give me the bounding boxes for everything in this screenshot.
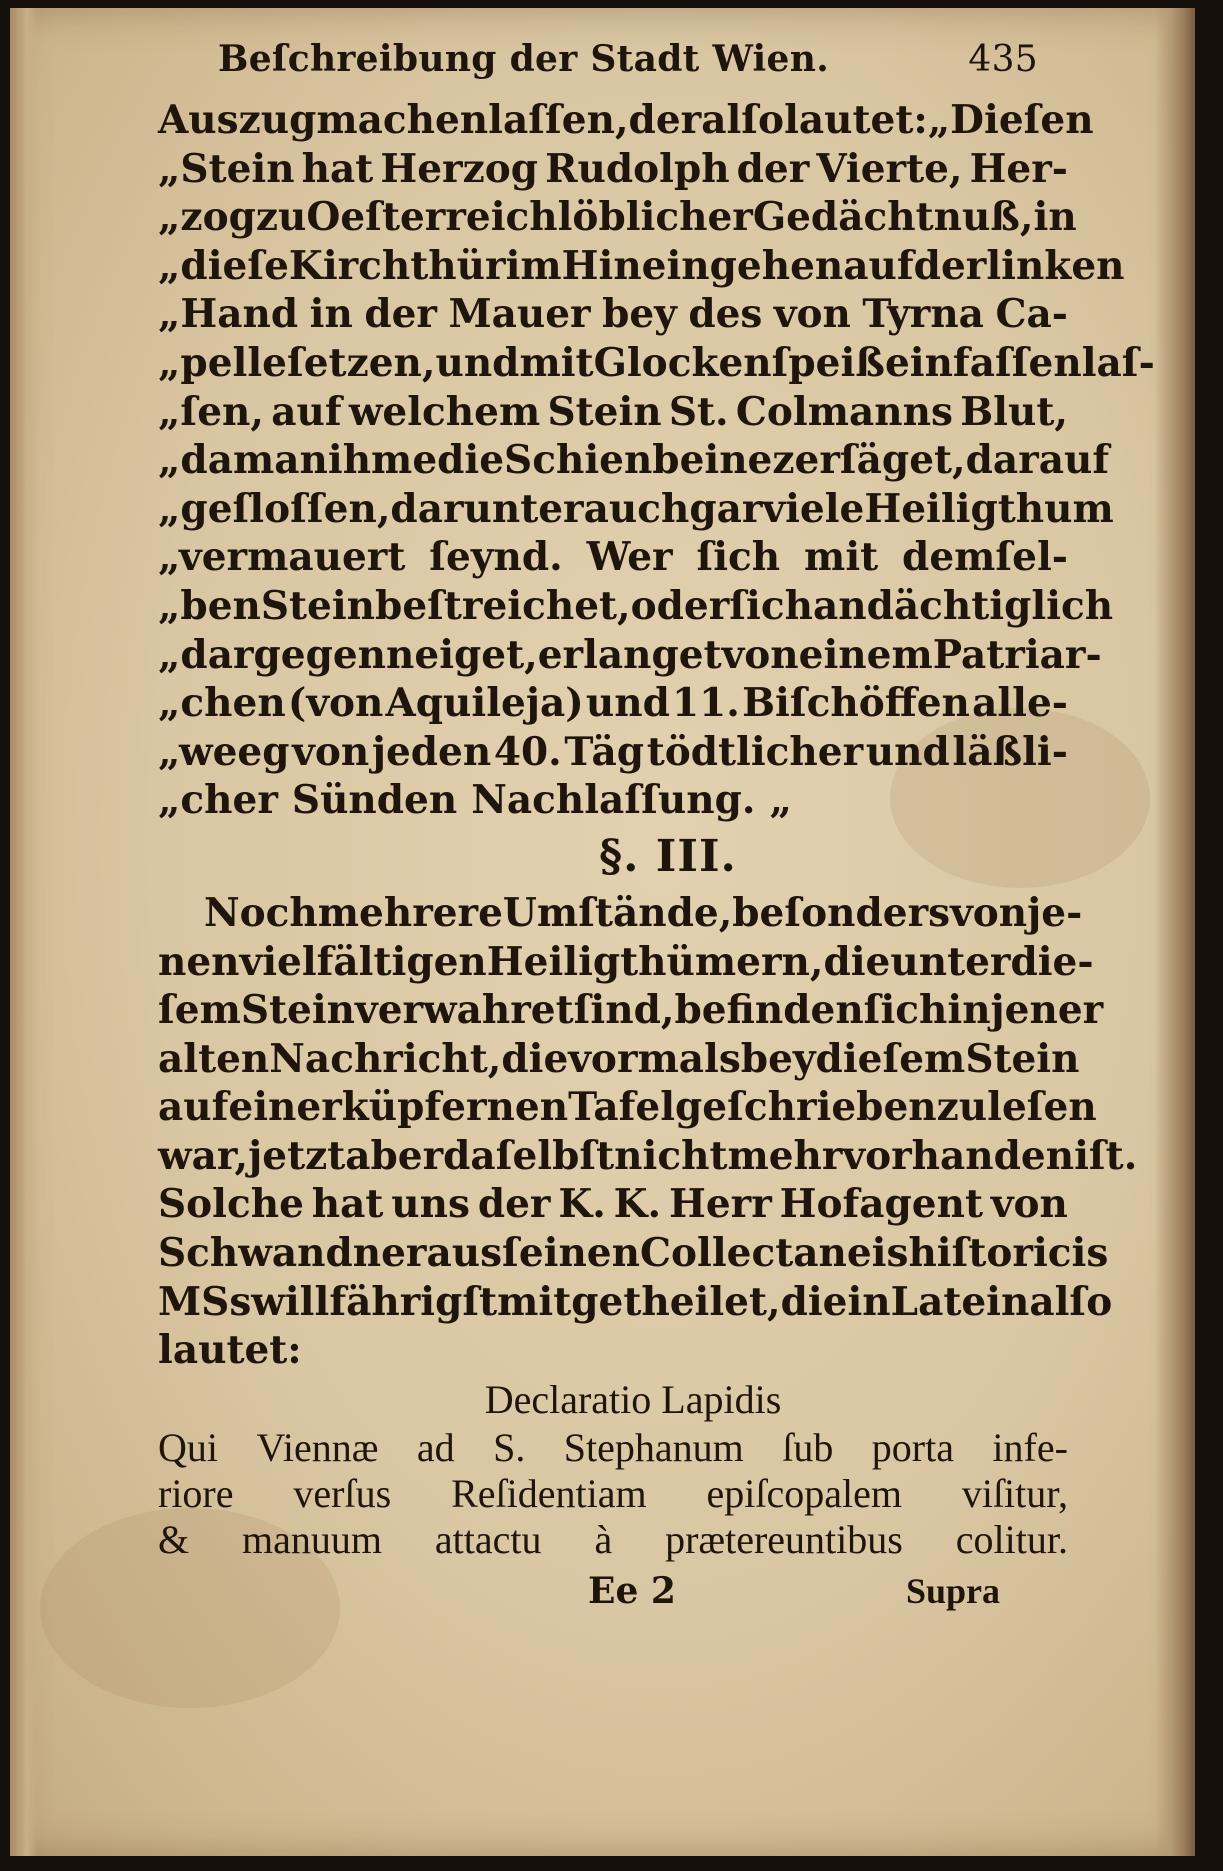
word: Mauer [448,291,591,338]
word: „ben [158,582,261,629]
text-line [158,679,1068,728]
word: in [1033,194,1077,241]
word: die [823,938,891,985]
running-title: Beſchreibung der Stadt Wien. [218,38,830,80]
word: Viennæ [256,1424,379,1470]
word: „da [158,437,233,484]
word: der [477,1181,551,1228]
page-gutter [10,8,38,1856]
word: nen [158,938,240,985]
word: und [435,339,520,386]
page-footer [158,1563,1068,1619]
word: riore [158,1470,234,1516]
word: nicht [614,1132,728,1179]
word: löblicher [557,194,753,241]
text-line [158,1180,1068,1229]
word: Blut, [960,388,1068,435]
word: ſeynd. [429,534,563,581]
word: Kirchthür [288,242,506,289]
word: (von [287,680,384,727]
word: Tafel [568,1084,676,1131]
word: der [628,97,702,143]
word: alſo [701,97,785,143]
text-line [158,145,1068,194]
word: Colmanns [735,388,953,435]
word: neiget, [386,631,538,678]
word: K. [558,1181,606,1228]
text-line [158,1132,1138,1181]
word: Reſidentiam [451,1470,647,1516]
word: Hineingehen [561,242,844,289]
word: „pelle [158,339,287,386]
word: „geſloſſen, [158,485,391,532]
word: S. [493,1424,526,1470]
word: mitgetheilet, [497,1278,781,1325]
word: à [594,1516,613,1562]
word: „chen [158,680,286,727]
word: MSs [158,1278,252,1325]
word: im [505,242,562,289]
word: attactu [434,1516,542,1562]
word: ſind, [573,987,675,1034]
word: auf [843,242,914,289]
text-line [158,242,1125,291]
word: oder [630,582,730,629]
word: manuum [242,1516,383,1562]
word: darauf [965,437,1110,484]
word: Gedächtnuß, [752,194,1034,241]
catchword: Supra [905,1570,1000,1611]
word: Heiligthum [864,485,1114,532]
word: hat [311,1181,384,1228]
word: Patriar- [932,631,1102,678]
word: ſub [782,1424,834,1470]
word: colitur. [955,1516,1068,1562]
text-line [158,1326,1068,1375]
word: Hofagent [779,1181,983,1228]
word: Herzog [380,145,539,192]
word: und [585,680,670,727]
word: Noch [204,889,318,936]
word: die- [1010,938,1094,985]
word: Collectaneis [639,1230,909,1277]
page-edge [1155,8,1195,1856]
word: Aquileja) [385,680,584,727]
word: Sünden [291,777,458,824]
word: erlanget [537,631,722,678]
word: die [501,1035,569,1082]
word: Rudolph [545,145,730,192]
word: & [158,1516,190,1562]
word: jetzt [248,1132,346,1179]
word: „zog [158,194,256,241]
word: befinden [674,987,864,1034]
word: Oeſterreich [306,194,558,241]
word: küpfernen [341,1084,569,1131]
text-line [158,533,1068,582]
word: in [847,1278,891,1325]
word: Nachlaſſung. [471,777,756,824]
word: „dargegen [158,631,387,678]
word: vormals [568,1035,741,1082]
word: man [232,437,328,484]
word: iſt. [1074,1132,1138,1179]
text-line [158,485,1114,534]
word: Stein [547,388,662,435]
text-line [158,1471,1068,1517]
word: „ſen, [158,388,264,435]
word: 11. [672,680,740,727]
word: beſonders [732,889,951,936]
word: hiſtoricis [908,1230,1109,1277]
word: Auszug [158,97,317,143]
word: mit [519,339,594,386]
word: verſus [293,1470,392,1516]
word: „cher [158,777,278,824]
paragraph-2 [158,889,1138,1375]
word: Stein [965,1035,1080,1082]
word: linken [986,242,1125,289]
word: zerſäget, [772,437,966,484]
word: gar [689,485,763,532]
word: bey [602,291,677,338]
word: Solche [158,1181,304,1228]
word: viele [762,485,865,532]
word: in [947,987,991,1034]
word: mit [804,534,879,581]
word: aber [345,1132,444,1179]
word: uns [391,1181,470,1228]
word: Latein [890,1278,1030,1325]
text-line [158,290,1068,339]
word: Tyrna [862,291,984,338]
word: ihme [327,437,438,484]
word: mehr [727,1132,843,1179]
word: von [990,1181,1068,1228]
word: Stein [260,582,376,629]
word: vorhanden [842,1132,1075,1179]
word: welchem [348,388,541,435]
word: Biſchöffen [742,680,970,727]
word: jener [990,987,1104,1034]
word: alſo [1029,1278,1113,1325]
word: daſelbſt [443,1132,615,1179]
text-line [158,1425,1068,1471]
word: auf [158,1084,229,1131]
word: Schienbeine [504,437,773,484]
word: demſel- [902,534,1068,581]
word: von [773,291,851,338]
word: von [292,728,370,775]
word: laſſen, [488,97,629,143]
word: „Dieſen [927,97,1094,143]
section-heading: §. III. [599,830,737,882]
word: alten [158,1035,270,1082]
word: viſitur, [961,1470,1068,1516]
word: willfährigſt [251,1278,498,1325]
word: einem [798,631,933,678]
word: Umſtände, [502,889,733,936]
word: von [950,889,1028,936]
word: lautet: [158,1327,302,1374]
text-line [158,582,1114,631]
word: geſchrieben [675,1084,937,1131]
word: lautet: [784,97,928,143]
word: auf [271,388,342,435]
word: mehrere [317,889,503,936]
word: Qui [158,1424,218,1470]
text-line [158,1517,1068,1563]
word: Vierte, [816,145,963,192]
word: K. [613,1181,662,1228]
latin-text [158,1425,1068,1563]
word: ad [416,1424,455,1470]
text-line [158,889,1083,938]
word: darunter [390,485,584,532]
word: andächtiglich [812,582,1114,629]
word: bey [740,1035,816,1082]
word: ſich [696,534,781,581]
word: jeden [371,728,492,775]
word: je- [1027,889,1083,936]
word: Heiligthümern, [486,938,824,985]
word: St. [668,388,729,435]
latin-title: Declaratio Lapidis [484,1376,782,1422]
word: Stephanum [563,1424,744,1470]
word: Herr [669,1181,772,1228]
word: die [437,437,505,484]
word: war, [158,1132,249,1179]
word: prætereuntibus [665,1516,903,1562]
word: Ca- [995,291,1068,338]
word: Täg [564,728,645,775]
text-line [158,96,1094,145]
text-line [158,339,1155,388]
word: ſeinen [502,1230,640,1277]
word: einfaſſen [884,339,1082,386]
word: des [688,291,763,338]
word: unter [890,938,1011,985]
word: ſich [729,582,813,629]
book-page [10,8,1193,1856]
word: epiſcopalem [706,1470,902,1516]
word: von [721,631,799,678]
word: der [736,145,810,192]
word: „Stein [158,145,295,192]
word: Glockenſpeiß [593,339,885,386]
text-line [158,986,1104,1035]
word: „vermauert [158,534,406,581]
text-block [158,38,1155,1619]
text-line [158,631,1102,680]
word: laſ- [1081,339,1155,386]
text-line [158,388,1068,437]
word: ſetzen, [286,339,436,386]
text-line [158,776,1068,825]
word: einer [228,1084,342,1131]
running-header [158,38,1068,96]
word: „Hand [158,291,299,338]
word: porta [871,1424,954,1470]
word: „ [769,777,792,824]
word: vielfältigen [239,938,487,985]
text-line [158,1278,1113,1327]
text-line [158,1035,1080,1084]
word: hat [301,145,374,192]
word: verwahret [355,987,574,1034]
word: zu [936,1084,988,1131]
word: in [309,291,353,338]
signature-mark: Ee 2 [588,1569,676,1612]
word: zu [255,194,307,241]
word: alle- [972,680,1068,727]
text-line [158,938,1094,987]
text-line [158,193,1077,242]
word: und [865,728,950,775]
word: infe- [992,1424,1068,1470]
word: „dieſe [158,242,289,289]
page-number: 435 [968,39,1038,80]
word: Stein [240,987,356,1034]
word: auch [583,485,690,532]
word: beſtreichet, [375,582,631,629]
word: ſem [158,987,241,1034]
word: Her- [969,145,1068,192]
word: dieſem [815,1035,966,1082]
word: Nachricht, [269,1035,502,1082]
word: der [913,242,987,289]
word: Schwandner [158,1230,427,1277]
word: leſen [987,1084,1097,1131]
word: „weeg [158,728,290,775]
word: ſich [863,987,948,1034]
word: der [364,291,437,338]
text-line [158,728,1068,777]
word: läßli- [952,728,1068,775]
word: aus [426,1230,503,1277]
word: machen [316,97,489,143]
word: Wer [586,534,673,581]
word: tödtlicher [646,728,864,775]
paragraph-1 [158,96,1155,825]
text-line [158,436,1110,485]
text-line [158,1229,1109,1278]
word: die [780,1278,848,1325]
word: 40. [493,728,562,775]
text-line [158,1083,1097,1132]
